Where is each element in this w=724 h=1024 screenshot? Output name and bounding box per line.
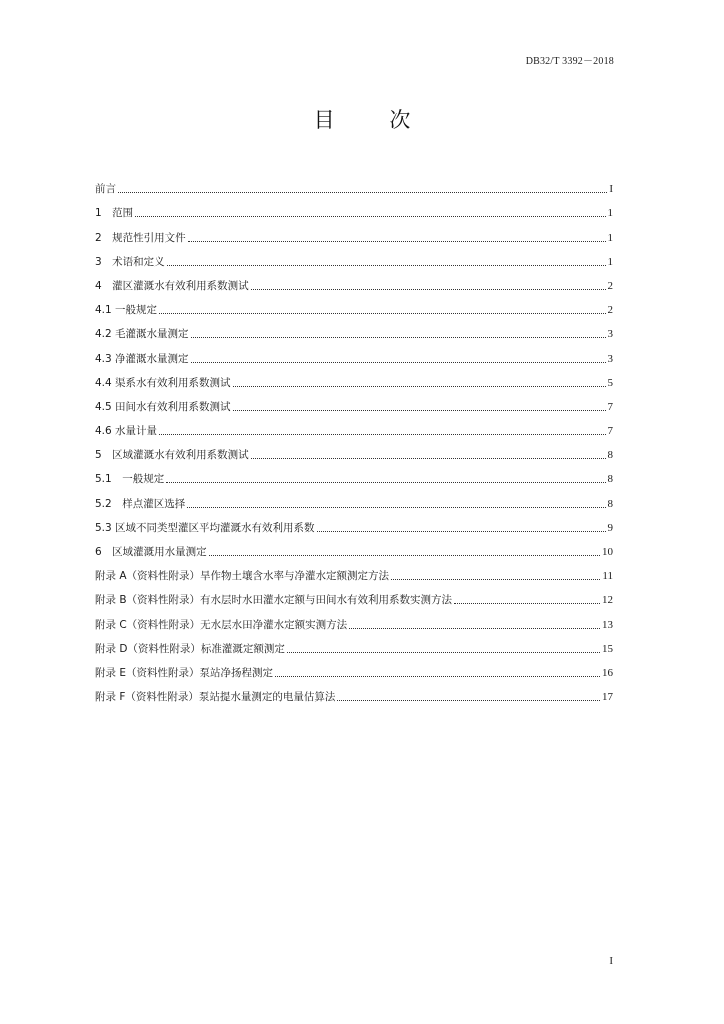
- toc-entry-page: I: [609, 183, 613, 196]
- toc-entry-page: 5: [607, 376, 613, 389]
- toc-entry[interactable]: [95, 656, 613, 680]
- toc-entry-label: 5 区域灌溉水有效利用系数测试: [95, 449, 249, 462]
- toc-entry-label: 2 规范性引用文件: [95, 231, 186, 244]
- toc-entry-page: 3: [607, 328, 613, 341]
- toc-entry-label: 附录 C（资料性附录）无水层水田净灌水定额实测方法: [95, 618, 348, 631]
- toc-entry-page: 1: [607, 207, 613, 220]
- toc-entry-page: 3: [607, 352, 613, 365]
- toc-entry-page: 2: [607, 304, 613, 317]
- toc-entry-label: 4.1 一般规定: [95, 304, 158, 317]
- toc-entry-page: 15: [602, 642, 613, 655]
- toc-entry-page: 8: [607, 473, 613, 486]
- toc-leader-dots: [233, 385, 606, 387]
- toc-entry-page: 1: [607, 231, 613, 244]
- toc-leader-dots: [391, 578, 600, 580]
- toc-leader-dots: [188, 240, 606, 242]
- document-code: DB32/T 3392－2018: [525, 56, 614, 67]
- toc-entry[interactable]: [95, 535, 613, 559]
- toc-entry-page: 11: [602, 570, 613, 583]
- toc-entry-page: 1: [607, 255, 613, 268]
- toc-entry-label: 5.1 一般规定: [95, 473, 165, 486]
- toc-entry-page: 7: [607, 400, 613, 413]
- toc-entry-page: 8: [607, 497, 613, 510]
- page-number: I: [609, 955, 613, 967]
- toc-entry[interactable]: [95, 632, 613, 656]
- toc-leader-dots: [159, 312, 605, 314]
- toc-entry-label: 附录 D（资料性附录）标准灌溉定额测定: [95, 642, 285, 655]
- toc-entry[interactable]: [95, 245, 613, 269]
- toc-leader-dots: [454, 602, 600, 604]
- toc-entry[interactable]: [95, 341, 613, 365]
- toc-leader-dots: [167, 264, 606, 266]
- toc-entry[interactable]: [95, 438, 613, 462]
- toc-entry-label: 4 灌区灌溉水有效利用系数测试: [95, 279, 249, 292]
- table-of-contents: [95, 172, 613, 704]
- toc-entry-page: 12: [602, 594, 613, 607]
- toc-entry-page: 13: [602, 618, 613, 631]
- toc-leader-dots: [287, 651, 600, 653]
- toc-entry[interactable]: [95, 390, 613, 414]
- toc-entry[interactable]: [95, 220, 613, 244]
- toc-leader-dots: [209, 554, 600, 556]
- toc-entry[interactable]: [95, 269, 613, 293]
- toc-entry-label: 4.3 净灌溉水量测定: [95, 352, 189, 365]
- toc-entry-label: 4.5 田间水有效利用系数测试: [95, 400, 231, 413]
- toc-entry[interactable]: [95, 293, 613, 317]
- toc-entry-page: 17: [602, 691, 613, 704]
- toc-entry-label: 附录 B（资料性附录）有水层时水田灌水定额与田间水有效利用系数实测方法: [95, 594, 453, 607]
- toc-leader-dots: [187, 506, 605, 508]
- toc-leader-dots: [166, 481, 605, 483]
- toc-entry[interactable]: [95, 486, 613, 510]
- toc-leader-dots: [191, 361, 606, 363]
- toc-leader-dots: [251, 288, 606, 290]
- toc-entry-label: 3 术语和定义: [95, 255, 165, 268]
- toc-leader-dots: [349, 627, 600, 629]
- toc-leader-dots: [118, 191, 607, 193]
- toc-leader-dots: [337, 699, 600, 701]
- toc-entry-label: 1 范围: [95, 207, 134, 220]
- toc-entry[interactable]: [95, 607, 613, 631]
- toc-entry-page: 7: [607, 425, 613, 438]
- toc-entry-label: 附录 A（资料性附录）旱作物土壤含水率与净灌水定额测定方法: [95, 570, 390, 583]
- toc-entry[interactable]: [95, 680, 613, 704]
- toc-entry-page: 10: [602, 546, 613, 558]
- toc-entry[interactable]: [95, 583, 613, 607]
- toc-leader-dots: [251, 457, 606, 459]
- toc-entry[interactable]: [95, 366, 613, 390]
- toc-entry[interactable]: [95, 511, 613, 535]
- toc-entry-label: 4.4 渠系水有效利用系数测试: [95, 376, 231, 389]
- toc-title: 目 次: [313, 108, 435, 132]
- toc-entry-label: 4.2 毛灌溉水量测定: [95, 328, 189, 341]
- toc-entry-page: 2: [607, 279, 613, 292]
- toc-entry-label: 附录 F（资料性附录）泵站提水量测定的电量估算法: [95, 691, 336, 704]
- toc-leader-dots: [275, 675, 600, 677]
- toc-leader-dots: [159, 433, 605, 435]
- toc-leader-dots: [233, 409, 606, 411]
- toc-entry-label: 5.3 区域不同类型灌区平均灌溉水有效利用系数: [95, 521, 315, 534]
- toc-entry-label: 前言: [95, 183, 116, 196]
- toc-leader-dots: [317, 530, 606, 532]
- toc-entry[interactable]: [95, 317, 613, 341]
- toc-entry-label: 4.6 水量计量: [95, 425, 158, 438]
- toc-leader-dots: [191, 336, 606, 338]
- toc-leader-dots: [135, 215, 605, 217]
- toc-entry[interactable]: [95, 414, 613, 438]
- toc-entry-page: 16: [602, 666, 613, 679]
- toc-entry[interactable]: [95, 172, 613, 196]
- toc-entry-label: 5.2 样点灌区选择: [95, 497, 186, 510]
- toc-entry-label: 6 区域灌溉用水量测定: [95, 546, 207, 558]
- toc-entry[interactable]: [95, 559, 613, 583]
- toc-entry-page: 9: [607, 521, 613, 534]
- toc-entry[interactable]: [95, 196, 613, 220]
- toc-entry[interactable]: [95, 462, 613, 486]
- toc-entry-label: 附录 E（资料性附录）泵站净扬程测定: [95, 666, 273, 679]
- toc-entry-page: 8: [607, 449, 613, 462]
